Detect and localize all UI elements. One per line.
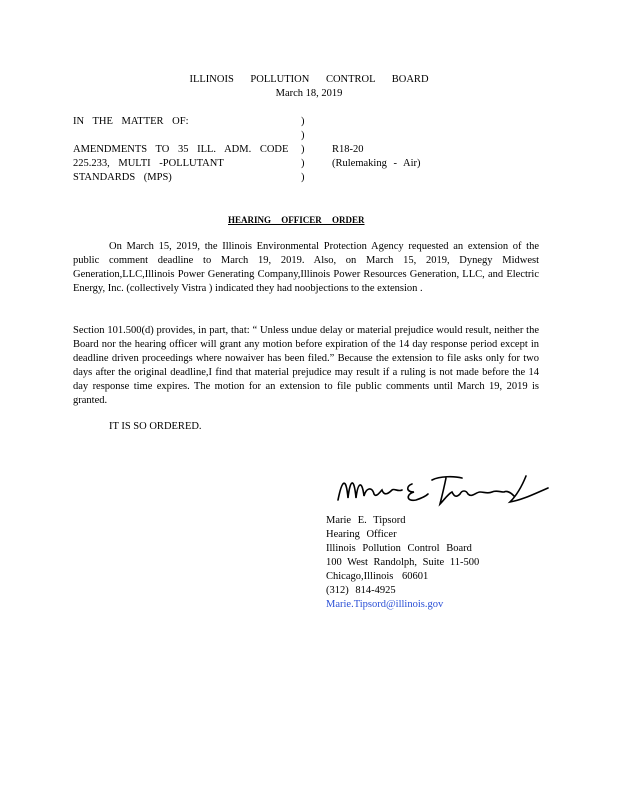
- address-line-1: 100 West Randolph, Suite 11-500: [326, 557, 480, 568]
- caption-line: AMENDMENTS TO 35 ILL. ADM. CODE: [73, 144, 289, 155]
- paren: ): [301, 130, 305, 141]
- docket-type: (Rulemaking - Air): [332, 158, 421, 169]
- address-line-2: Chicago,Illinois 60601: [326, 571, 429, 582]
- document-header: [0, 73, 618, 101]
- caption-line: [73, 129, 303, 143]
- caption-line: STANDARDS (MPS): [73, 172, 172, 183]
- case-caption: [73, 115, 303, 185]
- paragraph-extension-request: On March 15, 2019, the Illinois Environmental Protection Agency requested an extension of the public comment deadline to March 19, 2019. Also, on March 15, 2019, Dynegy Midwest Generation,LLC,Illinois Power Generating Company,Illinois Power Resources Generation, LLC, and Electric Energy, Inc. (collectively Vistra ) indicated they had noobjections to the extension .: [73, 241, 539, 294]
- paren: ): [301, 116, 305, 127]
- signature-image: [336, 470, 551, 510]
- caption-line: IN THE MATTER OF:: [73, 116, 189, 127]
- handwritten-signature: [336, 470, 551, 513]
- docket-number: R18-20: [332, 144, 364, 155]
- order-title: HEARING OFFICER ORDER: [228, 215, 365, 225]
- board-name: ILLINOIS POLLUTION CONTROL BOARD: [189, 74, 429, 85]
- paragraph-ruling: Section 101.500(d) provides, in part, that: “ Unless undue delay or material prejudice would result, neither the Board nor the hearing officer will grant any motion before expiration of the 14 day response period except in deadline driven proceedings where nowaiver has been filed.” Because the extension to file asks only for two days after the original deadline,I find that material prejudice may result if a ruling is not made before the 14 day response time expires. The motion for an extension to file public comments until March 19, 2019 is granted.: [73, 325, 539, 406]
- phone-number: (312) 814-4925: [326, 585, 396, 596]
- signer-org: Illinois Pollution Control Board: [326, 543, 472, 554]
- paren: ): [301, 158, 305, 169]
- caption-parentheses: [301, 115, 311, 185]
- signer-title: Hearing Officer: [326, 529, 397, 540]
- paren: ): [301, 172, 305, 183]
- paragraph-so-ordered: IT IS SO ORDERED.: [109, 421, 202, 432]
- email-link[interactable]: Marie.Tipsord@illinois.gov: [326, 599, 444, 610]
- paren: ): [301, 144, 305, 155]
- order-date: March 18, 2019: [275, 88, 343, 99]
- signature-block: [326, 514, 479, 612]
- signer-name: Marie E. Tipsord: [326, 515, 406, 526]
- caption-line: 225.233, MULTI -POLLUTANT: [73, 158, 224, 169]
- docket-info: [332, 143, 452, 171]
